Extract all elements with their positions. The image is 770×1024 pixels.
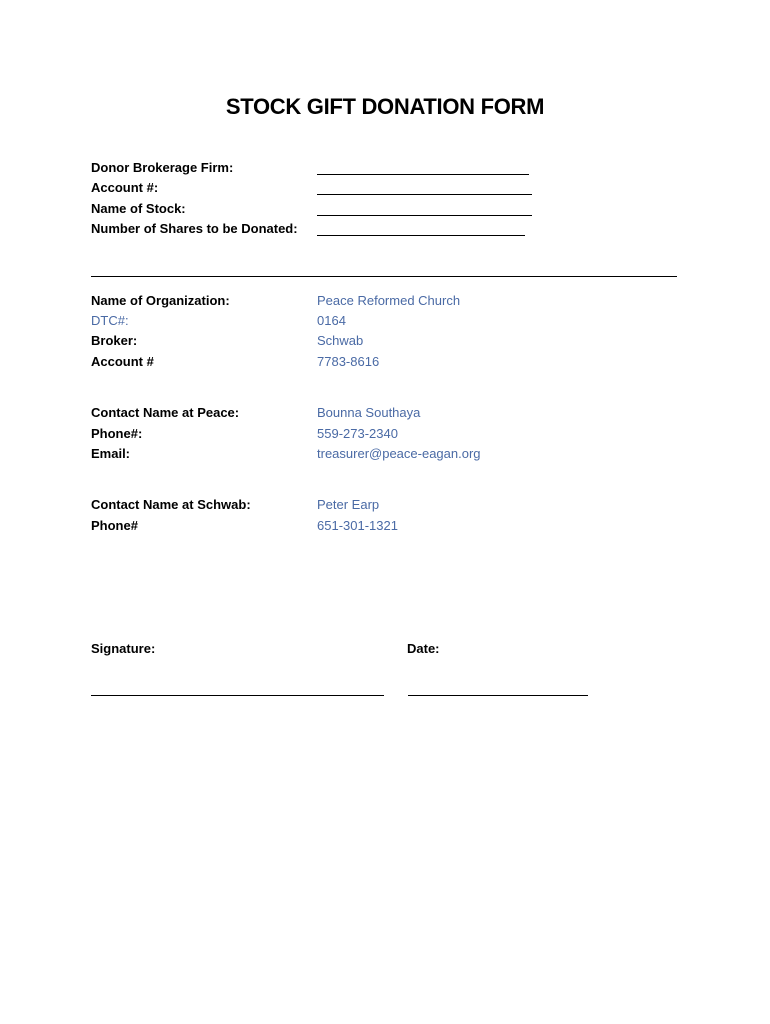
- date-label: Date:: [407, 641, 440, 656]
- organization-name-label: Name of Organization:: [91, 293, 230, 308]
- schwab-phone-value: 651-301-1321: [317, 518, 398, 533]
- shares-donated-label: Number of Shares to be Donated:: [91, 221, 298, 236]
- donor-brokerage-firm-field[interactable]: [317, 174, 529, 175]
- dtc-value: 0164: [317, 313, 346, 328]
- peace-email-value: treasurer@peace-eagan.org: [317, 446, 481, 461]
- peace-phone-label: Phone#:: [91, 426, 143, 441]
- organization-account-value: 7783-8616: [317, 354, 380, 369]
- donor-account-label: Account #:: [91, 180, 159, 195]
- signature-field[interactable]: [91, 695, 384, 696]
- shares-donated-field[interactable]: [317, 235, 525, 236]
- peace-email-label: Email:: [91, 446, 131, 461]
- form-title: STOCK GIFT DONATION FORM: [225, 94, 545, 119]
- stock-name-label: Name of Stock:: [91, 201, 186, 216]
- peace-phone-value: 559-273-2340: [317, 426, 398, 441]
- signature-label: Signature:: [91, 641, 156, 656]
- section-divider: [91, 276, 677, 277]
- date-field[interactable]: [408, 695, 588, 696]
- broker-value: Schwab: [317, 333, 364, 348]
- peace-contact-name-value: Bounna Southaya: [317, 405, 421, 420]
- peace-contact-name-label: Contact Name at Peace:: [91, 405, 240, 420]
- schwab-contact-name-value: Peter Earp: [317, 497, 380, 512]
- organization-account-label: Account #: [91, 354, 154, 369]
- organization-name-value: Peace Reformed Church: [317, 293, 461, 308]
- donor-account-field[interactable]: [317, 194, 532, 195]
- schwab-phone-label: Phone#: [91, 518, 138, 533]
- stock-name-field[interactable]: [317, 215, 532, 216]
- donor-brokerage-firm-label: Donor Brokerage Firm:: [91, 160, 234, 175]
- dtc-label: DTC#:: [91, 313, 129, 328]
- schwab-contact-name-label: Contact Name at Schwab:: [91, 497, 251, 512]
- broker-label: Broker:: [91, 333, 138, 348]
